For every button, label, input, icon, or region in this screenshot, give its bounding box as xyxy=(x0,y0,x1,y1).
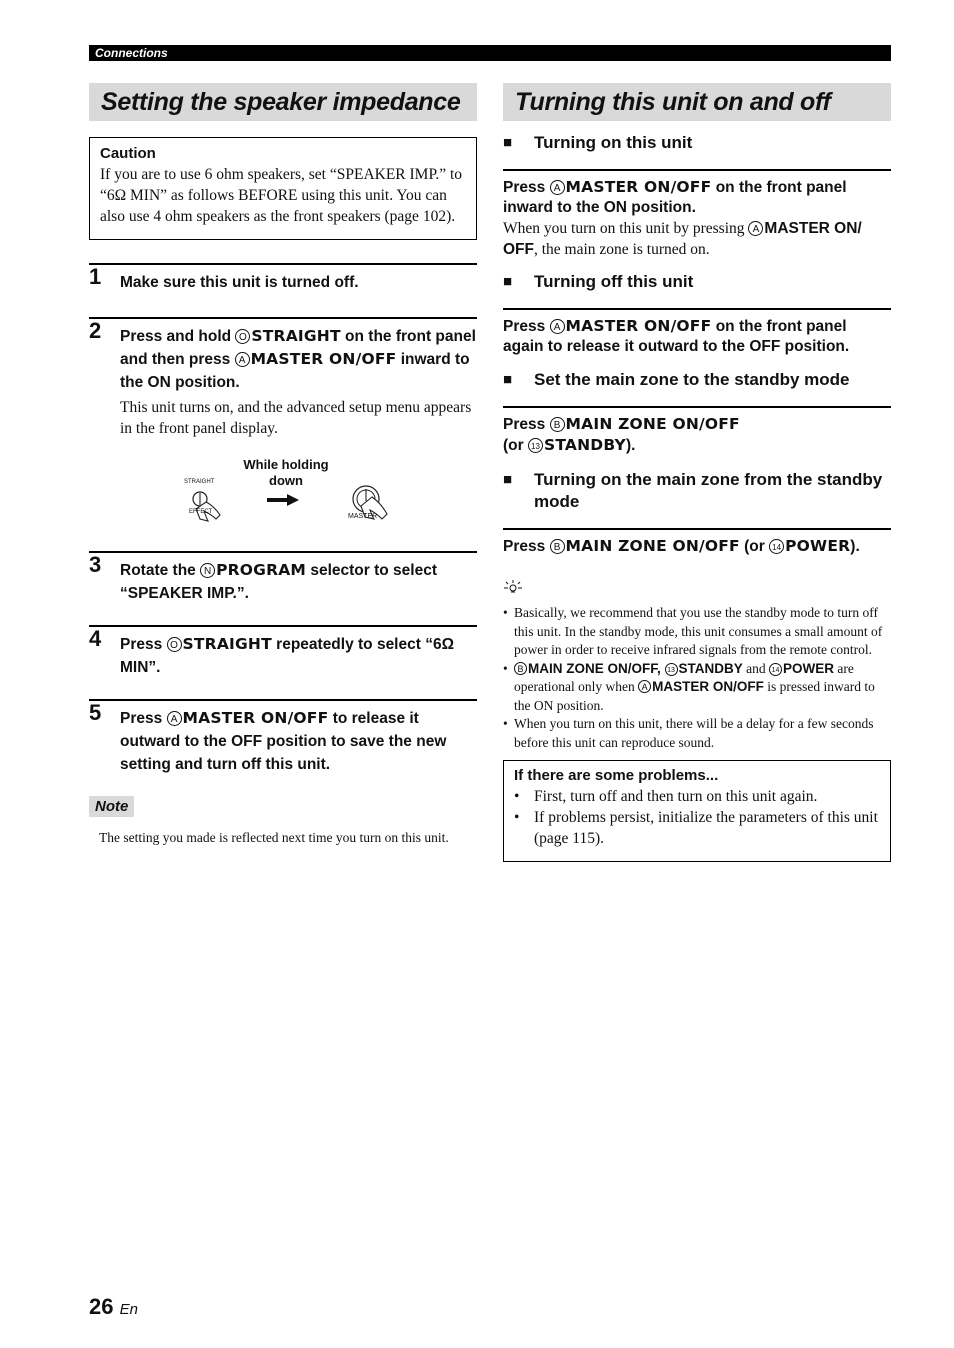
arrow-right-icon xyxy=(265,493,301,507)
step-3 xyxy=(89,551,477,605)
instr-text: (or xyxy=(739,538,770,555)
key-14-icon: 14 xyxy=(769,663,782,676)
key-main-zone-on-off: MAIN ZONE ON/OFF xyxy=(565,537,740,555)
key-b-icon: B xyxy=(514,662,527,675)
step-text: Press xyxy=(120,636,167,653)
key-power: POWER xyxy=(785,537,851,555)
step-number: 1 xyxy=(89,264,102,289)
section-label: Connections xyxy=(95,46,168,60)
instr-body: , the main zone is turned on. xyxy=(534,241,710,258)
button-illustration xyxy=(120,457,477,533)
key-a-icon: A xyxy=(638,680,651,693)
step-number: 2 xyxy=(89,318,102,343)
square-bullet-icon: ■ xyxy=(503,471,513,488)
step-2 xyxy=(89,317,477,533)
subheading-text: Turning on this unit xyxy=(534,133,693,152)
square-bullet-icon: ■ xyxy=(503,371,513,388)
page-number xyxy=(89,1294,138,1320)
instruction-turn-off xyxy=(503,308,891,357)
step-text: Press xyxy=(120,710,167,727)
instr-body: When you turn on this unit by pressing xyxy=(503,220,749,237)
right-column xyxy=(503,83,891,862)
master-button-icon xyxy=(346,479,406,535)
instr-text: on the front panel again to release it outward to the OFF position. xyxy=(503,318,850,355)
key-standby: STANDBY xyxy=(543,436,626,454)
language-label: En xyxy=(119,1301,138,1318)
key-a-icon: A xyxy=(235,352,250,367)
problem-item: • First, turn off and then turn on this unit again. xyxy=(514,786,880,807)
step-text: inward to the ON position. xyxy=(120,351,470,391)
step-1 xyxy=(89,263,477,294)
key-master-on-off: MASTER ON/OFF xyxy=(250,350,397,368)
subheading-text: Set the main zone to the standby mode xyxy=(534,370,850,389)
key-a-icon: A xyxy=(748,221,763,236)
effect-label: EFFECT xyxy=(189,509,213,515)
tip-item: • Basically, we recommend that you use the standby mode to turn off this unit. In the standby mode, this unit consumes a small amount of power in order to receive infrared signals from the remote control. xyxy=(503,604,891,660)
key-straight: STRAIGHT xyxy=(251,327,341,345)
step-4 xyxy=(89,625,477,679)
key-label: MASTER ON/OFF xyxy=(652,679,764,694)
instruction-standby xyxy=(503,406,891,456)
caution-box xyxy=(89,137,477,240)
straight-label: STRAIGHT xyxy=(184,479,215,485)
key-b-icon: B xyxy=(550,539,565,554)
step-5 xyxy=(89,699,477,776)
key-o-icon: O xyxy=(167,637,182,652)
tip-text: are operational only when xyxy=(514,660,854,694)
instr-text: Press xyxy=(503,179,550,196)
section-title-impedance: Setting the speaker impedance xyxy=(89,83,477,121)
page-number-value: 26 xyxy=(89,1294,114,1319)
subheading-standby xyxy=(503,369,891,391)
subheading-main-zone-on xyxy=(503,469,891,513)
square-bullet-icon: ■ xyxy=(503,134,513,151)
step-body: This unit turns on, and the advanced setup menu appears in the front panel display. xyxy=(120,399,472,437)
section-title-on-off: Turning this unit on and off xyxy=(503,83,891,121)
tip-text: is pressed inward to the ON position. xyxy=(514,679,875,713)
key-master-on-off: MASTER ON/OFF xyxy=(565,317,712,335)
key-master-on-off-inline: MASTER ON/ OFF xyxy=(503,220,862,258)
tips-section xyxy=(503,579,891,752)
left-column xyxy=(89,83,477,847)
step-text: repeatedly to select “6Ω MIN”. xyxy=(120,636,454,676)
key-o-icon: O xyxy=(235,329,250,344)
tip-text: and xyxy=(742,660,770,676)
key-b-icon: B xyxy=(550,417,565,432)
master-label: MASTER xyxy=(348,513,378,520)
note-label: Note xyxy=(89,796,134,817)
note-text: The setting you made is reflected next time you turn on this unit. xyxy=(99,830,449,845)
instr-text: (or xyxy=(503,437,528,454)
step-text: Rotate the xyxy=(120,562,201,579)
square-bullet-icon: ■ xyxy=(503,273,513,290)
subheading-text: Turning off this unit xyxy=(534,272,694,291)
key-13-icon: 13 xyxy=(528,438,543,453)
tip-item xyxy=(503,660,891,716)
key-master-on-off: MASTER ON/OFF xyxy=(182,709,329,727)
step-number: 3 xyxy=(89,552,102,577)
key-a-icon: A xyxy=(550,319,565,334)
key-program: PROGRAM xyxy=(216,561,307,579)
tip-item: • When you turn on this unit, there will be a delay for a few seconds before this unit can reproduce sound. xyxy=(503,715,891,752)
instr-text: Press xyxy=(503,538,550,555)
step-number: 5 xyxy=(89,700,102,725)
subheading-turn-off xyxy=(503,271,891,293)
subheading-turn-on xyxy=(503,132,891,154)
key-13-icon: 13 xyxy=(665,663,678,676)
key-a-icon: A xyxy=(550,180,565,195)
key-label: POWER xyxy=(783,660,835,676)
subheading-text: Turning on the main zone from the standby mode xyxy=(534,470,883,511)
instr-text: ). xyxy=(625,437,636,454)
header-bar xyxy=(89,45,891,61)
key-n-icon: N xyxy=(200,563,215,578)
lightbulb-hint-icon xyxy=(503,579,523,595)
instr-text: on the front panel inward to the ON position. xyxy=(503,179,847,216)
step-text: to release it outward to the OFF position to save the new setting and turn off this unit. xyxy=(120,710,447,773)
problem-item: • If problems persist, initialize the parameters of this unit (page 115). xyxy=(514,807,880,849)
instr-text: Press xyxy=(503,416,550,433)
caution-text: If you are to use 6 ohm speakers, set “SPEAKER IMP.” to “6Ω MIN” as follows BEFORE using this unit. You can also use 4 ohm speakers as the front speakers (page 102). xyxy=(100,166,463,225)
step-text: Press and hold xyxy=(120,328,236,345)
key-master-on-off: MASTER ON/OFF xyxy=(565,178,712,196)
key-label: MAIN ZONE ON/OFF, xyxy=(528,660,665,676)
step-number: 4 xyxy=(89,626,102,651)
step-heading: Make sure this unit is turned off. xyxy=(120,274,359,291)
step-text: selector to select “SPEAKER IMP.”. xyxy=(120,562,437,602)
step-text: on the front panel and then press xyxy=(120,328,476,368)
instruction-main-zone-on xyxy=(503,528,891,557)
instr-text: Press xyxy=(503,318,550,335)
caution-heading: Caution xyxy=(100,145,156,162)
key-14-icon: 14 xyxy=(769,539,784,554)
key-main-zone-on-off: MAIN ZONE ON/OFF xyxy=(565,415,740,433)
key-a-icon: A xyxy=(167,711,182,726)
key-label: STANDBY xyxy=(678,660,743,676)
instruction-turn-on xyxy=(503,169,891,260)
illustration-caption: While holding down xyxy=(243,457,329,488)
problems-heading: If there are some problems... xyxy=(514,767,719,784)
problems-box xyxy=(503,760,891,862)
key-straight: STRAIGHT xyxy=(182,635,272,653)
instr-text: ). xyxy=(850,538,860,555)
